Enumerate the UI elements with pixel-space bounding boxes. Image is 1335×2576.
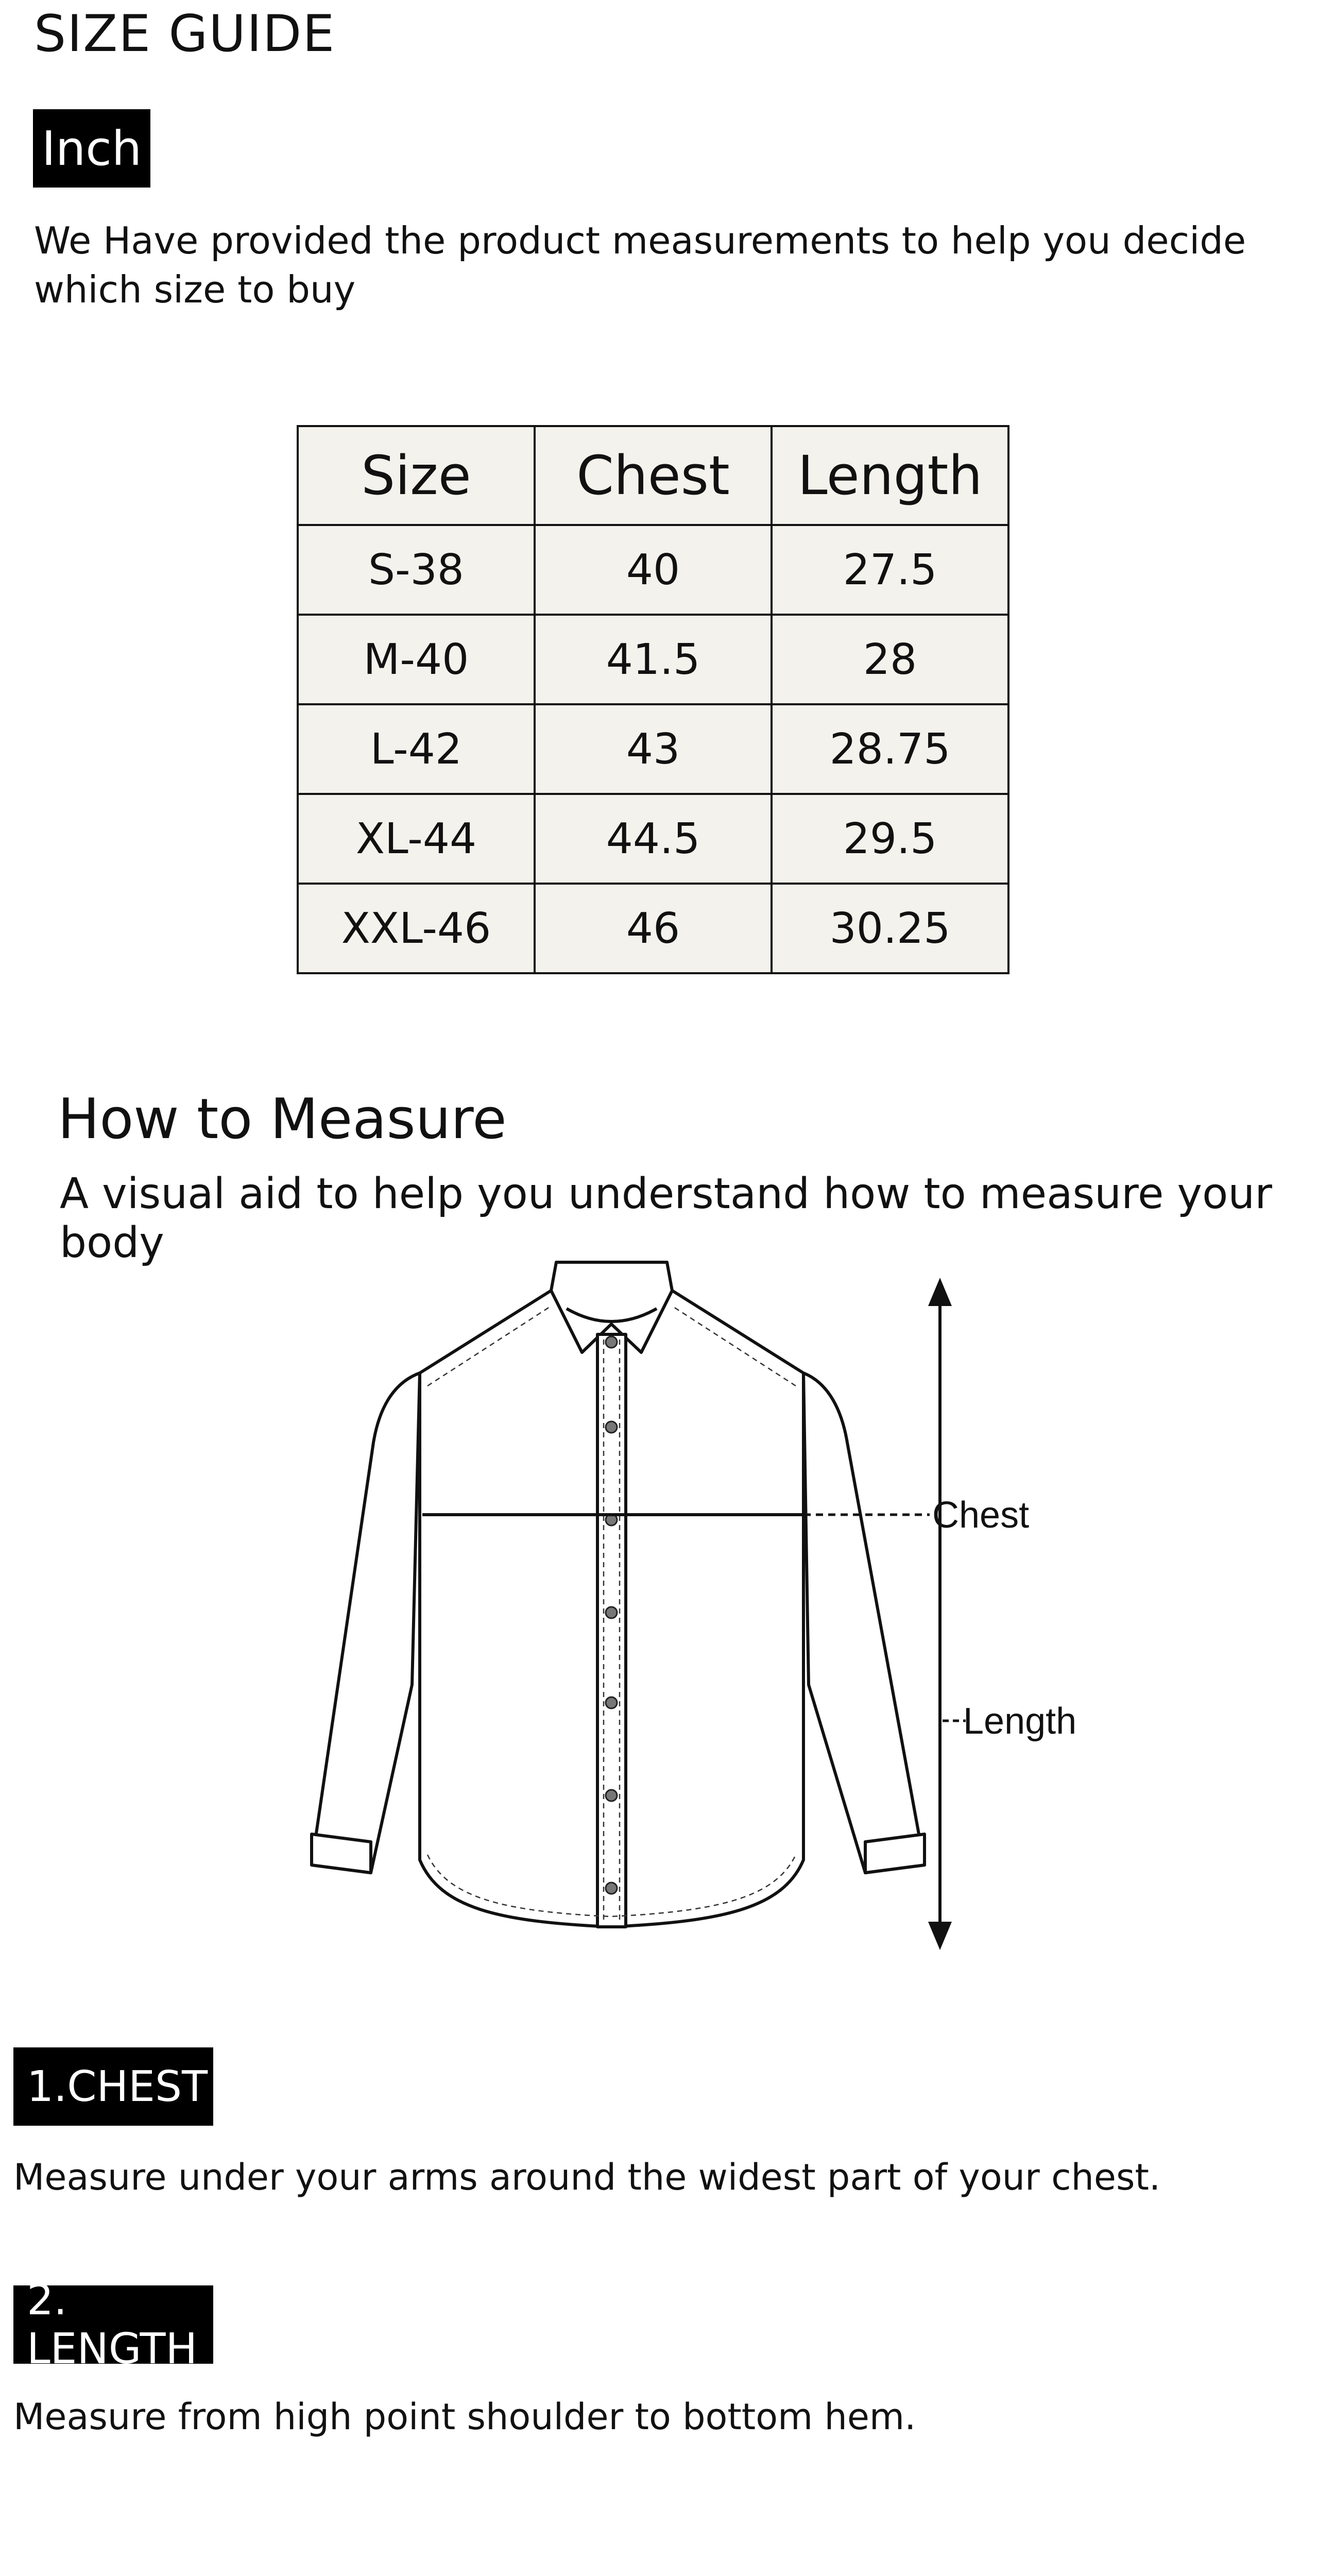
shirt-icon: [312, 1262, 925, 1927]
cell-length: 30.25: [772, 884, 1008, 973]
table-row: [298, 794, 1008, 884]
intro-text: We Have provided the product measurements to help you decide which size to buy: [34, 219, 1246, 312]
cell-length: 27.5: [772, 525, 1008, 615]
header-size: Size: [298, 426, 535, 525]
cell-size: L-42: [298, 704, 535, 794]
cell-size: XL-44: [298, 794, 535, 884]
length-label: Length: [963, 1701, 1077, 1742]
cell-chest: 41.5: [535, 615, 772, 704]
cell-length: 29.5: [772, 794, 1008, 884]
size-table: [297, 425, 1009, 974]
cell-chest: 43: [535, 704, 772, 794]
page-title: SIZE GUIDE: [34, 5, 336, 63]
shirt-diagram: [268, 1257, 1133, 1978]
chest-step-text: Measure under your arms around the widest part of your chest.: [13, 2156, 1161, 2198]
chest-step-badge: 1.CHEST: [13, 2047, 213, 2126]
cell-chest: 46: [535, 884, 772, 973]
table-row: [298, 704, 1008, 794]
chest-label: Chest: [932, 1495, 1030, 1536]
how-to-measure-subheading: A visual aid to help you understand how to measure your body: [60, 1170, 1272, 1267]
cell-size: XXL-46: [298, 884, 535, 973]
cell-length: 28: [772, 615, 1008, 704]
cell-chest: 44.5: [535, 794, 772, 884]
cell-size: M-40: [298, 615, 535, 704]
how-to-measure-heading: How to Measure: [58, 1087, 507, 1151]
table-row: [298, 615, 1008, 704]
table-row: [298, 884, 1008, 973]
cell-length: 28.75: [772, 704, 1008, 794]
cell-size: S-38: [298, 525, 535, 615]
table-header-row: [298, 426, 1008, 525]
length-step-text: Measure from high point shoulder to bottom hem.: [13, 2396, 916, 2438]
length-step-badge: 2. LENGTH: [13, 2285, 213, 2364]
header-chest: Chest: [535, 426, 772, 525]
length-arrow-icon: [928, 1278, 952, 1950]
unit-badge: Inch: [33, 109, 150, 188]
cell-chest: 40: [535, 525, 772, 615]
header-length: Length: [772, 426, 1008, 525]
table-row: [298, 525, 1008, 615]
